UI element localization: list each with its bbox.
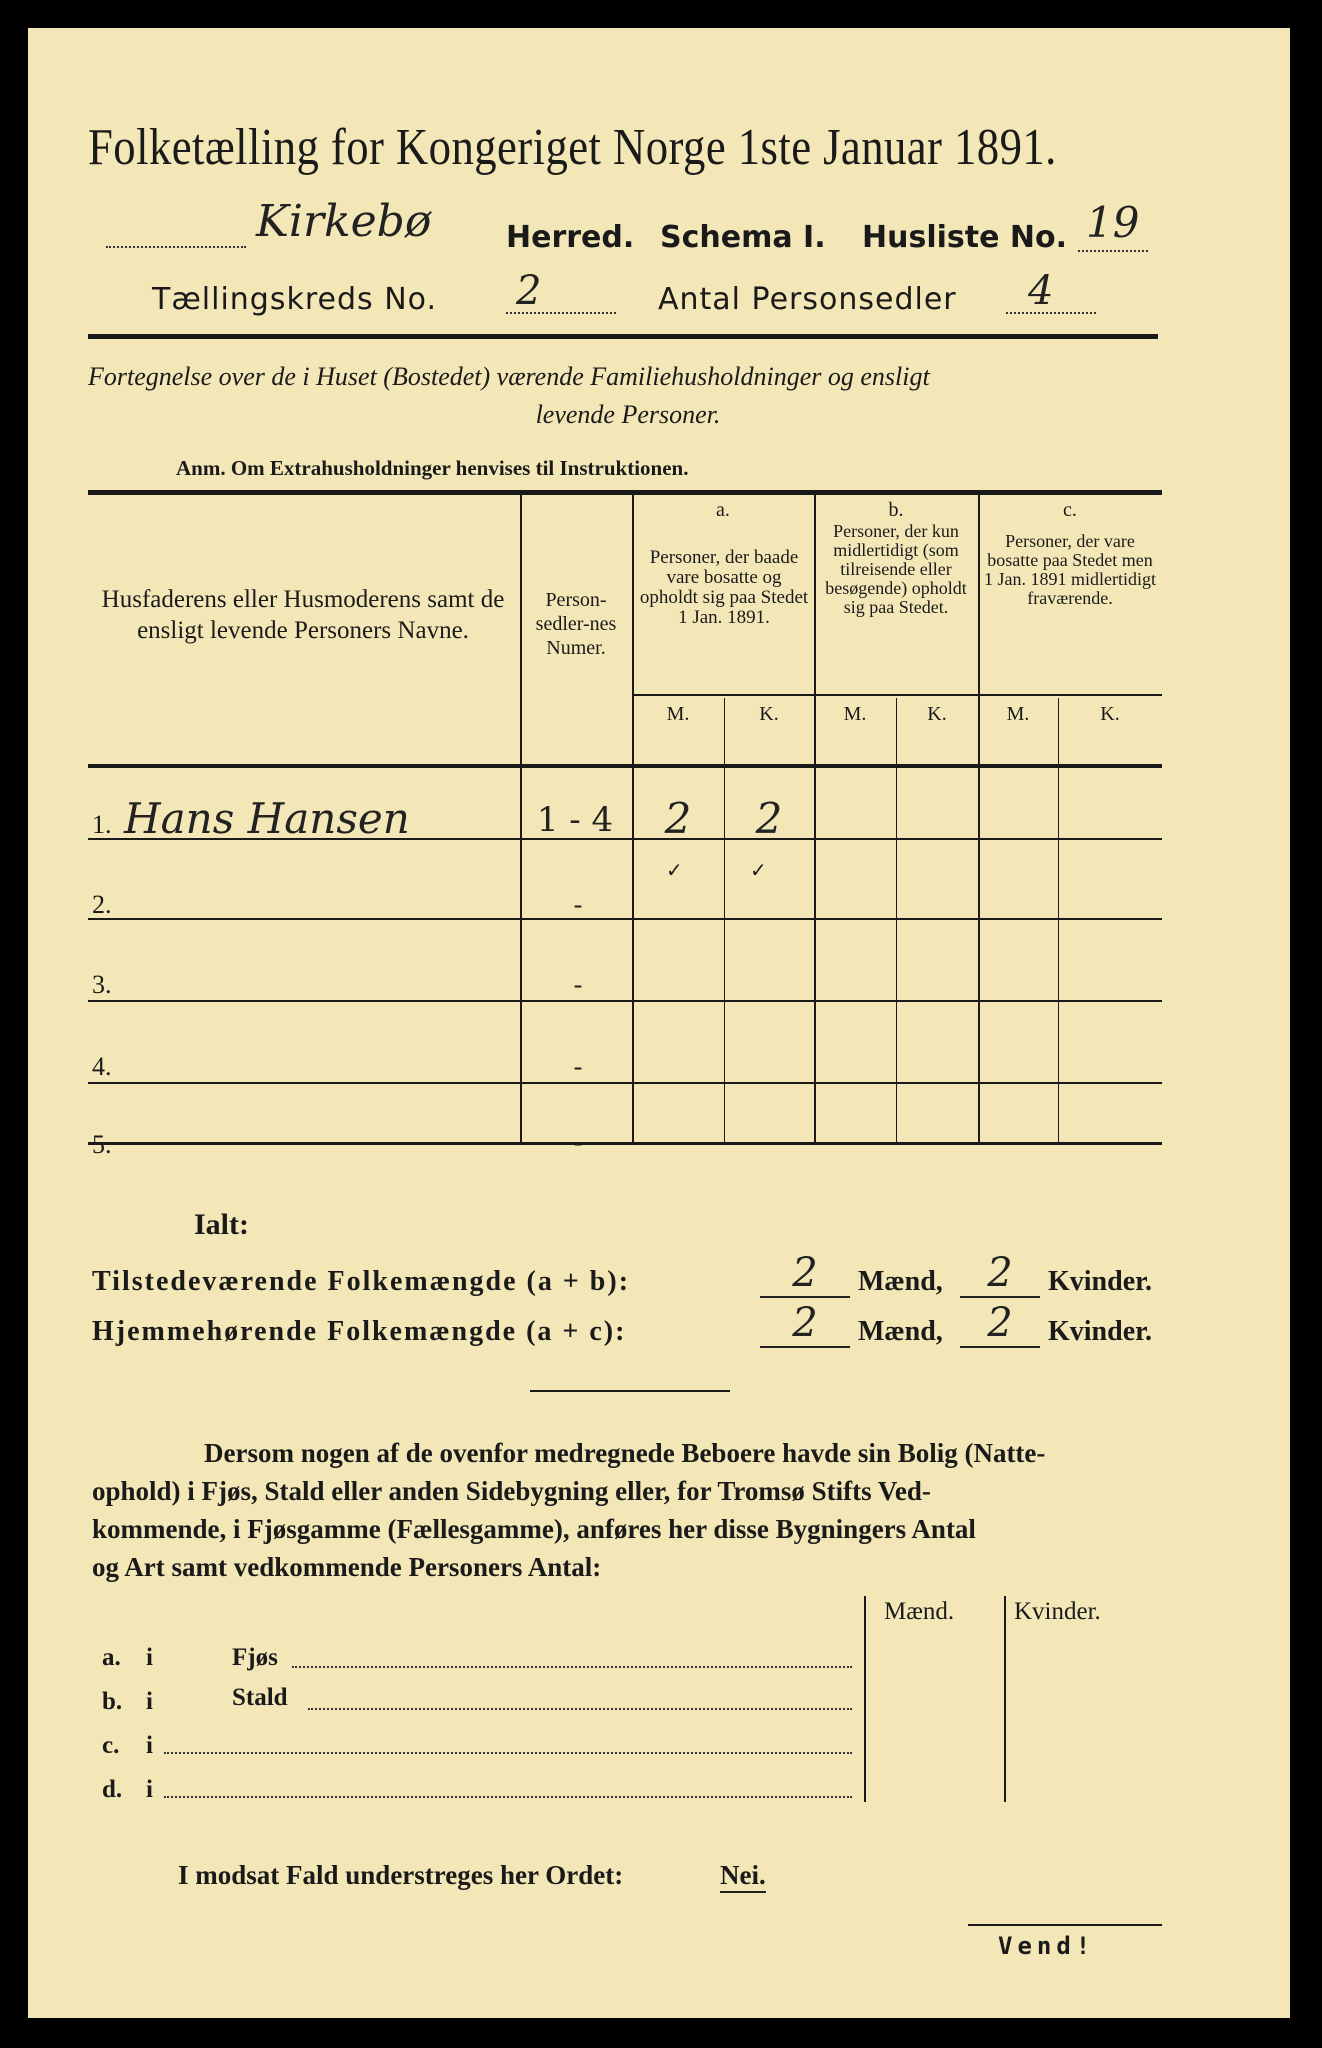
col-a-m: M. bbox=[666, 703, 690, 725]
row-1-number: 1. bbox=[92, 810, 112, 839]
hjemme-maend-label: Mænd, bbox=[858, 1316, 943, 1347]
building-row-a-name: Fjøs bbox=[232, 1644, 278, 1671]
schema-label: Schema I. bbox=[660, 220, 826, 255]
vline-3 bbox=[814, 494, 816, 1144]
building-row-d-letter: d. bbox=[102, 1776, 123, 1803]
building-row-b-dots bbox=[308, 1708, 852, 1710]
row-3-numer: - bbox=[573, 970, 583, 999]
buildings-kvinder-header: Kvinder. bbox=[1014, 1598, 1101, 1625]
building-row-b-name: Stald bbox=[232, 1684, 288, 1711]
row-3-number: 3. bbox=[92, 970, 112, 999]
husliste-label: Husliste No. bbox=[862, 220, 1067, 255]
building-row-d-dots bbox=[164, 1796, 852, 1798]
mk-rule bbox=[632, 694, 1162, 696]
row-5-number: 5. bbox=[92, 1130, 112, 1159]
buildings-vline-2 bbox=[1004, 1596, 1006, 1802]
tilstede-maend: 2 bbox=[760, 1250, 850, 1298]
col-a-k: K. bbox=[759, 703, 779, 725]
paragraph-line-1: Dersom nogen af de ovenfor medregnede Beboere havde sin Bolig (Natte- bbox=[204, 1438, 1046, 1468]
names-col-header: Husfaderens eller Husmoderens samt de ensligt levende Personers Navne. bbox=[101, 586, 505, 645]
row-line-4 bbox=[88, 1082, 1162, 1084]
form-title: Folketælling for Kongeriget Norge 1ste Januar 1891. bbox=[88, 119, 1057, 176]
antal-label: Antal Personsedler bbox=[658, 282, 957, 317]
herred-label: Herred. bbox=[506, 220, 635, 255]
kreds-dots bbox=[506, 312, 616, 314]
kreds-value: 2 bbox=[516, 268, 542, 314]
intro-line-1: Fortegnelse over de i Huset (Bostedet) værende Familiehusholdninger og ensligt bbox=[88, 362, 930, 391]
building-row-a-prep: i bbox=[146, 1644, 153, 1671]
building-row-d-prep: i bbox=[146, 1776, 153, 1803]
table-header-bottom-rule bbox=[88, 764, 1162, 768]
paragraph-line-2: ophold) i Fjøs, Stald eller anden Sidebygning eller, for Tromsø Stifts Ved- bbox=[92, 1476, 931, 1506]
paragraph-line-3: kommende, i Fjøsgamme (Fællesgamme), anføres her disse Bygningers Antal bbox=[92, 1514, 976, 1544]
building-row-c-letter: c. bbox=[102, 1732, 120, 1759]
col-b-k: K. bbox=[927, 703, 947, 725]
row-1-name: Hans Hansen bbox=[124, 794, 410, 843]
vline-1 bbox=[520, 494, 522, 1144]
hjemme-kvinder: 2 bbox=[960, 1300, 1040, 1348]
col-a-header: Personer, der baade vare bosatte og opholdt sig paa Stedet 1 Jan. 1891. bbox=[639, 547, 809, 628]
col-c-m: M. bbox=[1006, 703, 1030, 725]
hjemme-label: Hjemmehørende Folkemængde (a + c): bbox=[92, 1316, 627, 1347]
vline-4 bbox=[978, 494, 980, 1144]
building-row-c-dots bbox=[164, 1752, 852, 1754]
col-c-header: Personer, der vare bosatte paa Stedet men 1 Jan. 1891 midlertidigt fraværende. bbox=[984, 531, 1156, 608]
antal-value: 4 bbox=[1028, 268, 1054, 314]
tilstede-kvinder-label: Kvinder. bbox=[1048, 1266, 1152, 1297]
row-line-3 bbox=[88, 1000, 1162, 1002]
anm-note: Anm. Om Extrahusholdninger henvises til Instruktionen. bbox=[176, 456, 689, 480]
antal-dots bbox=[1006, 312, 1096, 314]
building-row-b-prep: i bbox=[146, 1688, 153, 1715]
checkmark-icon: ✓ bbox=[750, 858, 767, 882]
row-1-a-m: 2 bbox=[664, 794, 692, 843]
header-rule bbox=[88, 334, 1158, 339]
tilstede-kvinder: 2 bbox=[960, 1250, 1040, 1298]
checkmark-icon: ✓ bbox=[666, 858, 683, 882]
tilstede-maend-label: Mænd, bbox=[858, 1266, 943, 1297]
vline-b-mk bbox=[896, 698, 897, 1144]
kreds-label: Tællingskreds No. bbox=[152, 282, 437, 317]
col-b-header: Personer, der kun midlertidigt (som tilreisende eller besøgende) opholdt sig paa Stedet. bbox=[825, 521, 967, 617]
paragraph-line-4: og Art samt vedkommende Personers Antal: bbox=[92, 1552, 602, 1582]
section-divider bbox=[530, 1390, 730, 1392]
row-2-numer: - bbox=[573, 890, 583, 919]
building-row-b-letter: b. bbox=[102, 1688, 123, 1715]
col-a-letter: a. bbox=[716, 499, 730, 521]
row-2-number: 2. bbox=[92, 890, 112, 919]
husliste-value: 19 bbox=[1086, 198, 1140, 247]
modsat-word: Nei. bbox=[720, 1860, 766, 1893]
table-top-rule bbox=[88, 490, 1162, 495]
row-4-numer: - bbox=[573, 1052, 583, 1081]
row-5-numer: - bbox=[573, 1128, 583, 1157]
vline-c-mk bbox=[1058, 698, 1059, 1144]
hjemme-maend: 2 bbox=[760, 1300, 850, 1348]
row-1-numer: 1 - 4 bbox=[536, 800, 614, 840]
buildings-maend-header: Mænd. bbox=[884, 1598, 955, 1625]
intro-line-2: levende Personer. bbox=[535, 400, 721, 429]
building-row-a-letter: a. bbox=[102, 1644, 121, 1671]
vend-text: Vend! bbox=[998, 1932, 1096, 1960]
buildings-vline-1 bbox=[864, 1596, 866, 1802]
husliste-dots bbox=[1078, 250, 1148, 252]
ialt-label: Ialt: bbox=[194, 1208, 249, 1241]
building-row-a-dots bbox=[292, 1666, 852, 1668]
modsat-text: I modsat Fald understreges her Ordet: bbox=[178, 1860, 624, 1890]
row-4-number: 4. bbox=[92, 1052, 112, 1081]
vend-rule bbox=[968, 1924, 1162, 1926]
tilstede-label: Tilstedeværende Folkemængde (a + b): bbox=[92, 1266, 631, 1297]
herred-dots bbox=[106, 246, 246, 248]
col-c-k: K. bbox=[1100, 703, 1120, 725]
row-1-a-k: 2 bbox=[755, 794, 783, 843]
col-b-m: M. bbox=[843, 703, 867, 725]
col-c-letter: c. bbox=[1063, 499, 1077, 521]
vline-a-mk bbox=[724, 698, 725, 1144]
col-b-letter: b. bbox=[888, 499, 904, 521]
herred-value: Kirkebø bbox=[256, 196, 432, 247]
numer-col-header: Person-sedler-nes Numer. bbox=[535, 589, 617, 659]
census-form-page bbox=[28, 28, 1290, 2018]
hjemme-kvinder-label: Kvinder. bbox=[1048, 1316, 1152, 1347]
building-row-c-prep: i bbox=[146, 1732, 153, 1759]
